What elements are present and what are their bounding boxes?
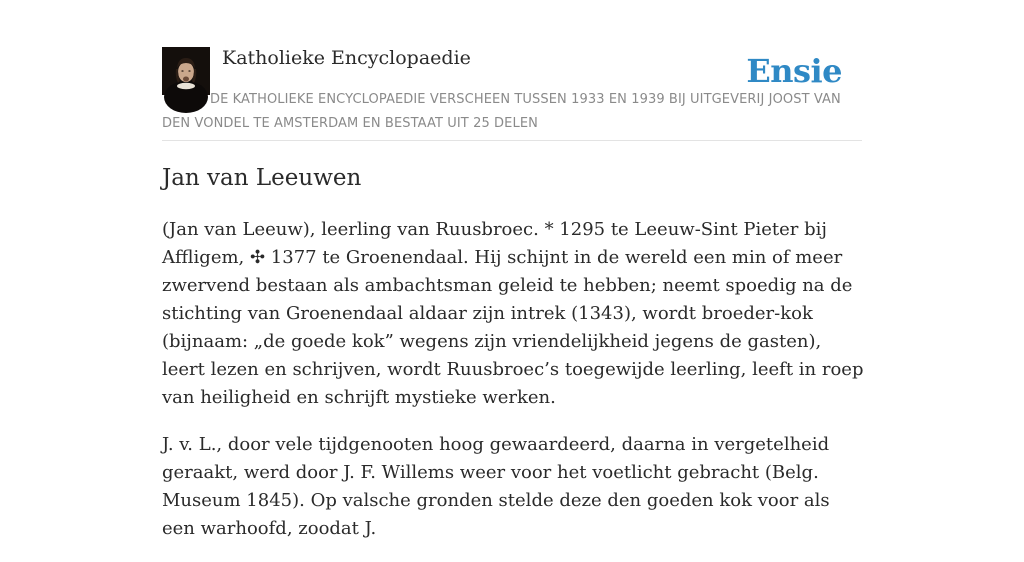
article-paragraph: (Jan van Leeuw), leerling van Ruusbroec. * 1295 te Leeuw-Sint Pieter bij Affligem, ✣ 1377 te Groenendaal. Hij schijnt in de wereld een min of meer zwervend bestaan als ambachtsman geleid te hebben; neemt spoedig na de stichting van Groenendaal aldaar zijn intrek (1343), wordt broeder-kok (bijnaam: „de goede kok” wegens zijn vriendelijkheid jegens de gasten), leert lezen en schrijven, wordt Ruusbroec’s toegewijde leerling, leeft in roep van heiligheid en schrijft mystieke werken. (162, 219, 864, 408)
site-header (162, 46, 862, 141)
article-paragraph: J. v. L., door vele tijdgenooten hoog gewaardeerd, daarna in vergetelheid geraakt, werd door J. F. Willems weer voor het voetlicht gebracht (Belg. Museum 1845). Op valsche gronden stelde deze den goeden kok voor als een warhoofd, zoodat J. (162, 434, 830, 539)
article-title: Jan van Leeuwen (162, 165, 362, 191)
site-description: DE KATHOLIEKE ENCYCLOPAEDIE VERSCHEEN TUSSEN 1933 EN 1939 BIJ UITGEVERIJ JOOST VAN DEN VONDEL TE AMSTERDAM EN BESTAAT UIT 25 DELEN (162, 92, 841, 131)
site-title-link[interactable]: Katholieke Encyclopaedie (222, 47, 471, 69)
ensie-logo-link[interactable]: Ensie (746, 52, 842, 90)
article-body (162, 216, 866, 562)
